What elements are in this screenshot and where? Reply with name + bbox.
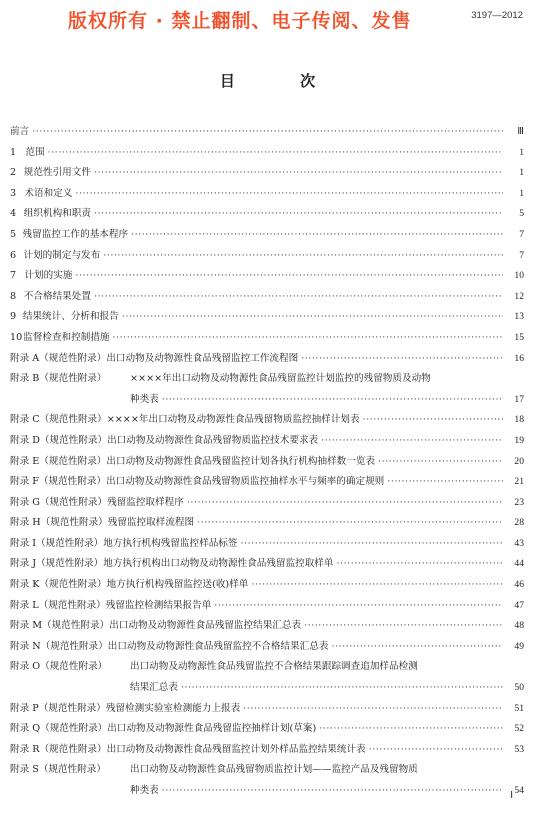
toc-entry[interactable] xyxy=(10,287,524,308)
toc-entry-page-number: 19 xyxy=(514,434,524,446)
toc-entry[interactable] xyxy=(10,328,524,349)
toc-entry[interactable] xyxy=(10,246,524,267)
toc-entry-leader-dots xyxy=(243,699,503,720)
toc-entry[interactable] xyxy=(10,657,524,678)
toc-entry-appendix-prefix: 附录 J（规范性附录） xyxy=(10,558,104,570)
toc-entry-label: ××××年出口动物及动物源性食品残留物质监控抽样计划表 xyxy=(106,414,360,426)
toc-entry-label: 地方执行机构残留监控样品标签 xyxy=(103,537,238,549)
toc-entry-leader-dots xyxy=(331,637,503,658)
toc-entry[interactable] xyxy=(10,225,524,246)
toc-entry-page-number: 16 xyxy=(514,352,524,364)
toc-entry-appendix-prefix: 附录 O（规范性附录） xyxy=(10,661,108,673)
toc-entry-leader-dots xyxy=(94,287,503,308)
toc-entry-label: 残留监控取样程序 xyxy=(107,496,184,508)
toc-entry-leader-dots xyxy=(162,781,503,802)
toc-entry[interactable] xyxy=(10,596,524,617)
toc-entry-appendix-prefix: 附录 I（规范性附录） xyxy=(10,537,104,549)
toc-entry-leader-dots xyxy=(319,719,503,740)
toc-entry-leader-dots xyxy=(94,163,503,184)
toc-entry-page-number: 17 xyxy=(514,393,524,405)
toc-entry[interactable] xyxy=(10,760,524,781)
toc-entry-label: 结果统计、分析和报告 xyxy=(22,311,119,323)
toc-entry[interactable] xyxy=(10,493,524,514)
toc-entry-label: 出口动物及动物源性食品残留物质监控技术要求表 xyxy=(107,434,319,446)
toc-entry-page-number: 7 xyxy=(519,249,524,261)
toc-entry-label: 种类表 xyxy=(130,393,159,405)
toc-entry[interactable] xyxy=(10,637,524,658)
copyright-watermark: 版权所有 · 禁止翻制、电子传阅、发售 xyxy=(68,10,412,32)
toc-entry-appendix-prefix: 附录 H（规范性附录） xyxy=(10,517,108,529)
toc-entry[interactable] xyxy=(10,575,524,596)
toc-entry[interactable] xyxy=(10,616,524,637)
toc-entry-page-number: 1 xyxy=(519,187,524,199)
toc-entry-page-number: 49 xyxy=(514,640,524,652)
toc-entry-leader-dots xyxy=(369,740,503,761)
toc-entry-leader-dots xyxy=(378,452,503,473)
toc-entry-leader-dots xyxy=(113,328,503,349)
toc-entry-page-number: 7 xyxy=(519,228,524,240)
toc-entry-label: 出口动物及动物源性食品残留物质监控计划——监控产品及残留物质 xyxy=(130,764,418,776)
toc-entry[interactable] xyxy=(10,513,524,534)
toc-entry-page-number: 51 xyxy=(514,702,524,714)
toc-entry-label: 计划的实施 xyxy=(24,270,73,282)
toc-entry[interactable] xyxy=(10,678,524,699)
page-title: 目 次 xyxy=(219,72,346,90)
toc-entry-number: 8 xyxy=(10,290,17,302)
toc-entry-appendix-prefix: 附录 D（规范性附录） xyxy=(10,434,108,446)
toc-entry-label: 前言 xyxy=(10,126,30,137)
toc-entry-leader-dots xyxy=(241,534,504,555)
toc-entry-appendix-prefix: 附录 F（规范性附录） xyxy=(10,476,107,488)
toc-entry-appendix-prefix: 附录 K（规范性附录） xyxy=(10,579,107,591)
toc-entry-leader-dots xyxy=(251,575,503,596)
toc-entry-leader-dots xyxy=(321,431,503,452)
toc-entry[interactable] xyxy=(10,143,524,164)
toc-entry-leader-dots xyxy=(122,307,503,328)
toc-entry-appendix-prefix: 附录 M（规范性附录） xyxy=(10,620,110,632)
toc-entry[interactable] xyxy=(10,472,524,493)
toc-entry[interactable] xyxy=(10,349,524,370)
toc-entry[interactable] xyxy=(10,534,524,555)
toc-entry-leader-dots xyxy=(363,410,503,431)
toc-entry-leader-dots xyxy=(32,122,503,143)
toc-entry-page-number: 5 xyxy=(519,208,524,220)
toc-entry-appendix-prefix: 附录 A（规范性附录） xyxy=(10,352,107,364)
toc-entry-number: 5 xyxy=(10,228,17,240)
toc-entry-label: 出口动物及动物源性食品残留监控不合格结果汇总表 xyxy=(107,640,329,652)
toc-entry-appendix-prefix: 附录 B（规范性附录） xyxy=(10,373,107,385)
toc-entry-leader-dots xyxy=(387,472,503,493)
standard-code: 3197—2012 xyxy=(471,10,523,21)
footer-page-number: Ⅰ xyxy=(510,791,513,801)
toc-entry-number: 6 xyxy=(10,249,17,261)
toc-entry-page-number: 50 xyxy=(514,682,524,694)
toc-entry-label: 出口动物及动物源性食品残留监控计划各执行机构抽样数一览表 xyxy=(106,455,376,467)
toc-entry-label: 残留监控检测结果报告单 xyxy=(105,599,212,611)
toc-entry-leader-dots xyxy=(162,390,503,411)
toc-entry[interactable] xyxy=(10,452,524,473)
toc-entry-page-number: 47 xyxy=(514,599,524,611)
toc-entry-appendix-prefix: 附录 Q（规范性附录） xyxy=(10,723,108,735)
toc-entry-label: 种类表 xyxy=(130,785,159,796)
toc-entry-number: 10 xyxy=(10,331,23,343)
toc-entry-leader-dots xyxy=(304,616,503,637)
toc-entry[interactable] xyxy=(10,163,524,184)
toc-entry-page-number: 1 xyxy=(519,167,524,179)
toc-entry[interactable] xyxy=(10,266,524,287)
toc-entry-label: 出口动物及动物源性食品残留监控结果汇总表 xyxy=(109,620,302,632)
toc-entry[interactable] xyxy=(10,431,524,452)
toc-entry-leader-dots xyxy=(75,184,503,205)
toc-entry-page-number: 12 xyxy=(514,290,524,302)
toc-entry-page-number: 28 xyxy=(514,517,524,529)
toc-entry-number: 3 xyxy=(10,187,17,199)
toc-entry-label: 结果汇总表 xyxy=(130,682,178,694)
toc-entry-page-number: 53 xyxy=(514,743,524,755)
toc-entry[interactable] xyxy=(10,740,524,761)
table-of-contents xyxy=(10,122,524,802)
toc-entry-label: 残留检测实验室检测能力上报表 xyxy=(105,702,241,714)
toc-entry-page-number: 43 xyxy=(514,537,524,549)
toc-entry-page-number: Ⅲ xyxy=(517,126,524,137)
toc-entry-number: 9 xyxy=(10,311,17,323)
toc-entry-number: 4 xyxy=(10,208,17,220)
toc-entry-label: ××××年出口动物及动物源性食品残留监控计划监控的残留物质及动物 xyxy=(130,373,431,385)
toc-entry-page-number: 1 xyxy=(519,146,524,158)
toc-entry-appendix-prefix: 附录 L（规范性附录） xyxy=(10,599,106,611)
toc-entry-leader-dots xyxy=(131,225,503,246)
toc-entry-label: 组织机构和职责 xyxy=(23,208,91,220)
toc-entry[interactable] xyxy=(10,369,524,390)
toc-entry-appendix-prefix: 附录 S（规范性附录） xyxy=(10,764,106,776)
toc-entry-label: 规范性引用文件 xyxy=(23,167,91,179)
toc-entry-leader-dots xyxy=(187,493,503,514)
toc-entry-page-number: 18 xyxy=(514,414,524,426)
toc-entry-label: 残留监控取样流程图 xyxy=(107,517,195,529)
toc-entry[interactable] xyxy=(10,184,524,205)
toc-entry-number: 2 xyxy=(10,167,17,179)
toc-entry-number: 1 xyxy=(10,146,17,158)
toc-entry-leader-dots xyxy=(337,554,504,575)
toc-entry-label: 地方执行机构出口动物及动物源性食品残留监控取样单 xyxy=(103,558,334,570)
toc-entry-label: 出口动物及动物源性食品残留物质监控抽样水平与频率的确定规则 xyxy=(106,476,385,488)
toc-entry-page-number: 10 xyxy=(514,270,524,282)
toc-entry-page-number: 21 xyxy=(514,476,524,488)
toc-entry-page-number: 52 xyxy=(514,723,524,735)
toc-entry-label: 不合格结果处置 xyxy=(23,290,91,302)
toc-entry-appendix-prefix: 附录 G（规范性附录） xyxy=(10,496,108,508)
toc-entry-label: 出口动物及动物源性食品残留监控不合格结果跟踪调查追加样品检测 xyxy=(130,661,418,673)
toc-entry-appendix-prefix: 附录 E（规范性附录） xyxy=(10,455,107,467)
toc-entry-label: 出口动物及动物源性食品残留监控抽样计划(草案) xyxy=(107,723,317,735)
toc-entry[interactable] xyxy=(10,307,524,328)
toc-entry[interactable] xyxy=(10,390,524,411)
toc-entry-leader-dots xyxy=(75,266,503,287)
toc-entry-leader-dots xyxy=(94,204,503,225)
toc-entry-leader-dots xyxy=(301,349,503,370)
toc-entry[interactable] xyxy=(10,554,524,575)
toc-entry-page-number: 48 xyxy=(514,620,524,632)
toc-entry-number: 7 xyxy=(10,270,17,282)
toc-entry-leader-dots xyxy=(103,246,503,267)
toc-entry-label: 地方执行机构残留监控送(收)样单 xyxy=(106,579,249,591)
toc-entry-leader-dots xyxy=(181,678,503,699)
toc-entry[interactable] xyxy=(10,122,524,143)
toc-entry-leader-dots xyxy=(48,143,503,164)
toc-entry-appendix-prefix: 附录 P（规范性附录） xyxy=(10,702,106,714)
toc-entry-label: 出口动物及动物源性食品残留监控计划外样品监控结果统计表 xyxy=(106,743,366,755)
toc-entry[interactable] xyxy=(10,410,524,431)
toc-entry-appendix-prefix: 附录 C（规范性附录） xyxy=(10,414,107,426)
toc-entry-page-number: 20 xyxy=(514,455,524,467)
toc-entry-appendix-prefix: 附录 N（规范性附录） xyxy=(10,640,108,652)
toc-entry[interactable] xyxy=(10,781,524,802)
toc-entry-page-number: 54 xyxy=(514,785,524,796)
toc-entry-label: 计划的制定与发布 xyxy=(23,249,101,261)
toc-entry-label: 出口动物及动物源性食品残留监控工作流程图 xyxy=(106,352,299,364)
toc-entry-page-number: 15 xyxy=(514,331,524,343)
toc-entry[interactable] xyxy=(10,699,524,720)
toc-entry-label: 术语和定义 xyxy=(24,187,73,199)
toc-entry-page-number: 23 xyxy=(514,496,524,508)
toc-entry-label: 残留监控工作的基本程序 xyxy=(22,228,129,240)
toc-entry-leader-dots xyxy=(214,596,503,617)
toc-entry-page-number: 44 xyxy=(514,558,524,570)
toc-entry[interactable] xyxy=(10,719,524,740)
toc-entry-page-number: 13 xyxy=(514,311,524,323)
toc-entry-label: 范围 xyxy=(25,146,45,158)
toc-entry-page-number: 46 xyxy=(514,579,524,591)
toc-entry-leader-dots xyxy=(197,513,503,534)
toc-entry-label: 监督检查和控制措施 xyxy=(23,331,110,343)
toc-entry[interactable] xyxy=(10,204,524,225)
toc-entry-appendix-prefix: 附录 R（规范性附录） xyxy=(10,743,107,755)
